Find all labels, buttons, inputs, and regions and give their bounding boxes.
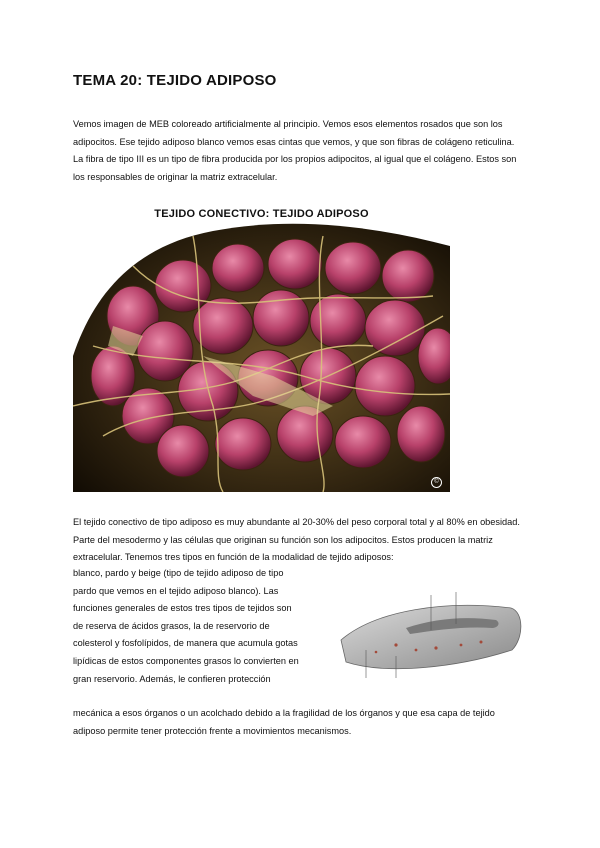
paragraph-functions: blanco, pardo y beige (tipo de tejido adiposo de tipo pardo que vemos en el tejido adiposo blanco). Las funciones generales de estos tres tipos de tejidos son de reserva de ácidos grasos, la de reservorio de colesterol y fosfolípidos, de manera que acumula gotas lipídicas de estos componentes grasos lo convierten en gran reservorio. Además, le confieren protección: [73, 568, 299, 684]
paragraph-intro: Vemos imagen de MEB coloreado artificialmente al principio. Vemos esos elementos rosados que son los adipocitos. Ese tejido adiposo blanco vemos esas cintas que vemos, y que son fibras de colágeno reticulina. La fibra de tipo III es un tipo de fibra producida por los propios adipocitos, al igual que el colágeno. Estos son los responsables de originar la matriz extracelular.: [73, 119, 517, 182]
paragraph-adipose-abundance: El tejido conectivo de tipo adiposo es muy abundante al 20-30% del peso corporal total y al 80% en obesidad. Parte del mesodermo y las células que originan su función son los adipocitos. Estos producen la matriz extracelular. Tenemos tres tipos en función de la modalidad de tejido adiposos:: [73, 517, 520, 563]
paragraph-protection: mecánica a esos órganos o un acolchado debido a la fragilidad de los órganos y que esa capa de tejido adiposo permite tener protección frente a movimientos mecanismos.: [73, 708, 495, 736]
sem-adipose-image: [73, 206, 450, 492]
copyright-mark: ©: [431, 477, 442, 488]
tissue-layer-illustration: [336, 590, 526, 680]
figure-caption: TEJIDO CONECTIVO: TEJIDO ADIPOSO: [154, 208, 369, 220]
page-title: TEMA 20: TEJIDO ADIPOSO: [73, 72, 277, 89]
adipose-tissue-diagram: [336, 590, 526, 680]
adipocyte-illustration: [73, 206, 450, 492]
